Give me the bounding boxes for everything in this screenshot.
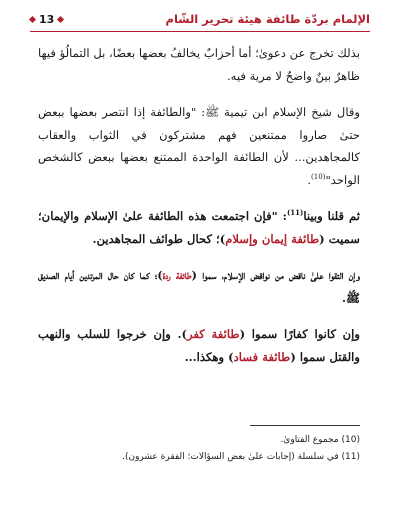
page-header [30, 8, 370, 30]
paragraph-text: وإن كانوا كفارًا سموا ( [239, 327, 360, 341]
paragraph-text: بذلك تخرج عن دعوىٰ؛ أما أحزابٌ يخالفُ بعضها بعضًا، بل التمالُؤ فيها ظاهرٌ بينٌ واضحٌ لا مرية فيه. [38, 46, 360, 83]
paragraph-3 [38, 205, 360, 250]
paragraph-text: )؛ كما كان حال المرتدين أيام الصديق ﷺ. [38, 268, 360, 305]
paragraph-4 [38, 264, 360, 309]
paragraph-2: وقال شيخ الإسلام ابن تيمية ﷺ: "والطائفة إذا انتصر بعضها ببعض حتىٰ صاروا ممتنعين فهم مشتركون في الثواب والعقاب كالمجاهدين... لأن الطائفة الواحدة الممتنع بعضها ببعض كالشخص الواحد"$^{(10)}$. [38, 105, 360, 187]
header-divider [30, 31, 370, 32]
diamond-ornament-icon [29, 15, 36, 22]
highlight-term: طائفة فساد [233, 349, 291, 364]
paragraph-text: ) وهكذا... [184, 349, 234, 364]
paragraph-text: وإن التقوا علىٰ ناقض من نواقض الإسلام، سموا ( [191, 268, 361, 282]
footnote-ref-11[interactable]: (11) [286, 208, 304, 218]
highlight-term: طائفة كفر [187, 327, 240, 341]
running-title: الإلمام بردّة طائفة هيئة تحرير الشّام [165, 12, 370, 26]
diamond-ornament-icon [57, 15, 64, 22]
highlight-term: طائفة ردة [162, 268, 192, 282]
paragraph-text: ثم قلنا وبينا [303, 209, 360, 223]
footnote-divider [250, 425, 360, 426]
footnotes [40, 432, 360, 466]
paragraph-5 [38, 323, 360, 368]
paragraph-1 [38, 42, 360, 87]
footnote-10: (10) مجموع الفتاوىٰ. [280, 435, 360, 445]
page-body [38, 42, 360, 382]
paragraph-text: ). وإن خرجوا للسلب والنهب والقتل سموا ( [38, 327, 360, 364]
page-number-box [30, 13, 63, 26]
highlight-term: طائفة إيمان وإسلام [225, 231, 320, 246]
paragraph-text: )؛ كحال طوائف المجاهدين. [92, 231, 226, 246]
paragraph-text: : "فإن اجتمعت هذه الطائفة علىٰ الإسلام والإيمان؛ سميت ( [38, 209, 360, 246]
page-number: 13 [39, 12, 55, 26]
paragraph-text: وقال شيخ الإسلام ابن تيمية ﷺ: "والطائفة إذا انتصر بعضها ببعض حتىٰ صاروا ممتنعين فهم مشتركون في الثواب والعقاب كالمجاهدين... لأن الطائفة الواحدة الممتنع بعضها ببعض كالشخص الواحد" [38, 105, 360, 187]
footnote-ref-10[interactable]: (10) [311, 172, 326, 181]
footnote-11: (11) في سلسلة (إجابات علىٰ بعض السؤالات؛ الفقرة عشرون). [122, 452, 360, 462]
